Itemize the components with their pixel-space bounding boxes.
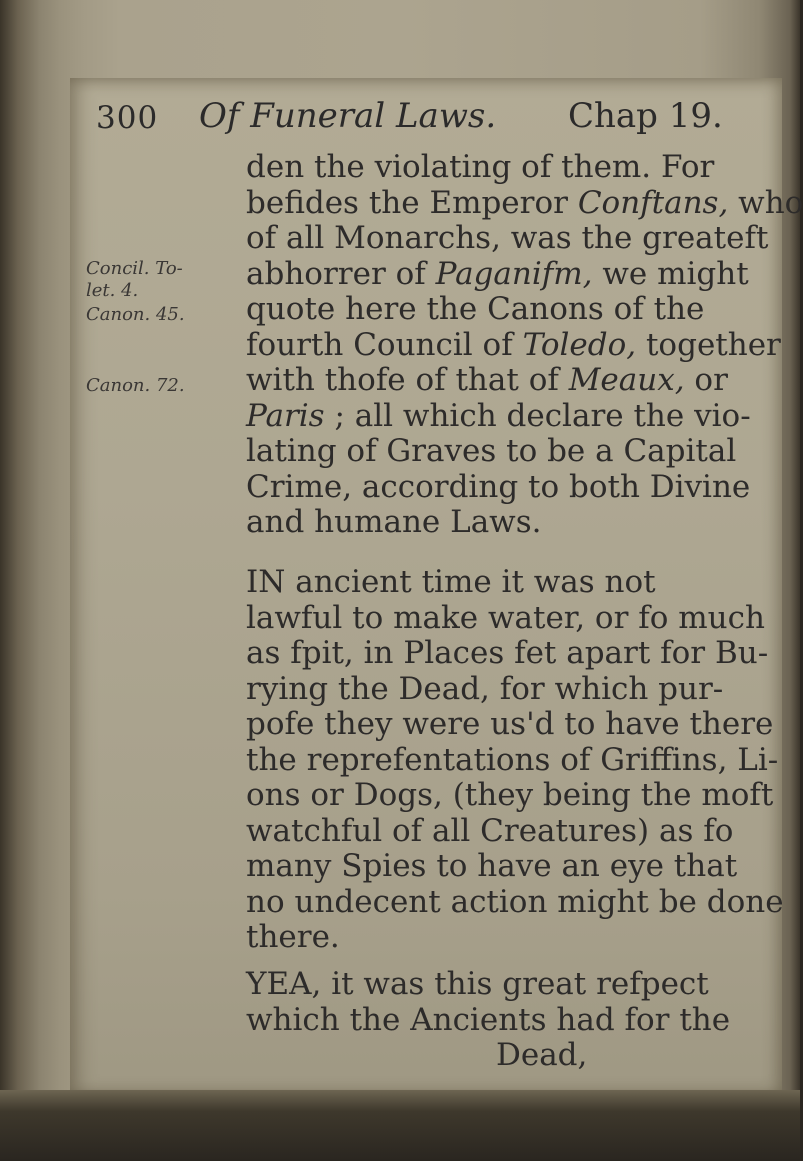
italic-name: Meaux, <box>568 362 685 398</box>
page-bottom-edge <box>0 1090 800 1161</box>
text-line: with thofe of that of Meaux, or <box>246 362 728 398</box>
text-line: abhorrer of Paganifm, we might <box>246 255 749 292</box>
chapter-label: Chap 19. <box>568 96 723 136</box>
page-number: 300 <box>96 100 159 136</box>
italic-name: Paganifm, <box>435 255 593 292</box>
text-line: watchful of all Creatures) as fo <box>246 812 734 849</box>
text-line: of all Monarchs, was the greateft <box>246 220 769 256</box>
running-title: Of Funeral Laws. <box>199 96 497 136</box>
margin-note-council: Concil. To- <box>86 258 183 279</box>
text-line: den the violating of them. For <box>246 149 715 185</box>
paragraph-1 <box>246 149 803 541</box>
text-line: pofe they were us'd to have there <box>246 706 774 742</box>
paragraph-2 <box>246 565 786 956</box>
text-line: many Spies to have an eye that <box>246 848 738 884</box>
text-line: lating of Graves to be a Capital <box>246 433 737 469</box>
text-line: ons or Dogs, (they being the moft <box>246 777 774 813</box>
text-line: Crime, according to both Divine <box>246 468 751 505</box>
text-line: there. <box>246 919 340 955</box>
text-line: Paris ; all which declare the vio- <box>246 397 751 434</box>
italic-name: Paris <box>246 397 325 434</box>
margin-note-council-cont: let. 4. <box>86 280 139 301</box>
paragraph-3 <box>246 967 786 1074</box>
text-line: fourth Council of Toledo, together <box>246 326 781 363</box>
margin-note-canon-72: Canon. 72. <box>86 375 185 396</box>
italic-name: Toledo, <box>522 326 637 363</box>
text-line: IN ancient time it was not <box>246 564 656 600</box>
text-line: rying the Dead, for which pur- <box>246 670 724 707</box>
text-line: and humane Laws. <box>246 504 542 540</box>
page-header <box>96 96 786 140</box>
text-line: YEA, it was this great refpect <box>246 966 709 1002</box>
text-line: as fpit, in Places fet apart for Bu- <box>246 635 769 671</box>
text-line: Dead, <box>496 1037 588 1073</box>
text-line: befides the Emperor Conftans, who <box>246 184 803 221</box>
text-line: no undecent action might be done <box>246 883 784 920</box>
italic-name: Conftans, <box>577 184 729 221</box>
margin-note-canon-45: Canon. 45. <box>86 304 185 325</box>
text-line: which the Ancients had for the <box>246 1001 731 1038</box>
text-line: quote here the Canons of the <box>246 291 705 327</box>
text-line: the reprefentations of Griffins, Li- <box>246 741 779 778</box>
text-line: lawful to make water, or fo much <box>246 599 765 636</box>
